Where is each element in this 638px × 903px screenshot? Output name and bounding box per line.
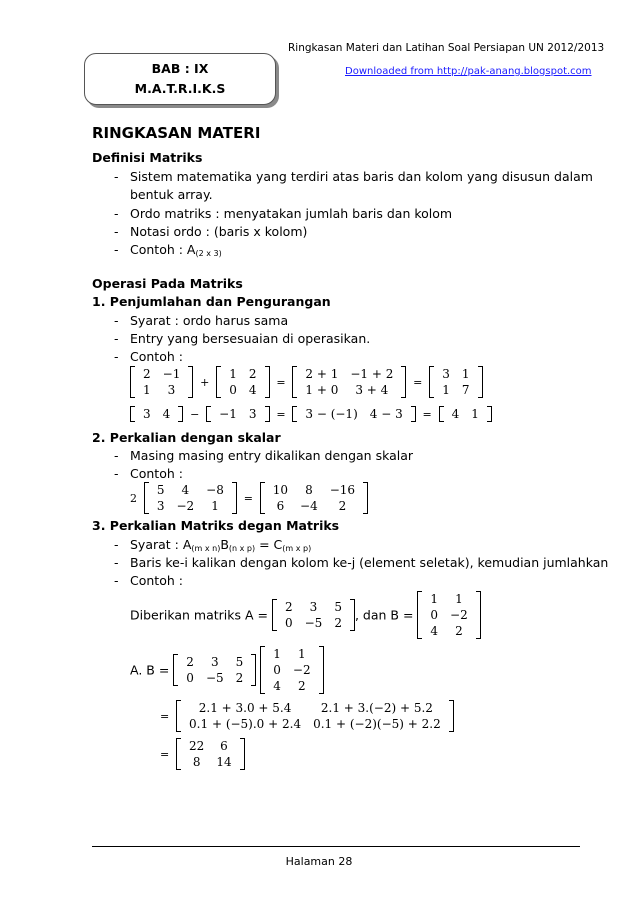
matrix-cell: 1 <box>471 407 479 421</box>
matrix <box>176 700 454 732</box>
definisi-heading: Definisi Matriks <box>92 150 203 165</box>
equals-sign: = <box>243 491 253 505</box>
matrix <box>292 406 415 422</box>
bullet-dash: - <box>114 224 119 239</box>
matrix-cell: 3 + 4 <box>355 383 389 397</box>
matrix-cell: −5 <box>304 616 323 630</box>
matrix-cell: 8 <box>305 483 313 497</box>
equals-sign: = <box>160 747 170 761</box>
list-item: Masing masing entry dikalikan dengan skalar <box>130 448 414 463</box>
matrix-cell: 5 <box>235 655 244 669</box>
product-setup <box>130 646 324 694</box>
section-1-heading: 1. Penjumlahan dan Pengurangan <box>92 294 331 309</box>
given-matrices <box>130 591 481 639</box>
footer-rule <box>92 846 580 847</box>
matrix-cell: −2 <box>292 663 311 677</box>
plus-sign: + <box>200 375 210 389</box>
matrix-cell: 1 + 0 <box>305 383 339 397</box>
matrix-cell: 2 <box>143 367 151 381</box>
matrix-cell: 0 <box>273 663 281 677</box>
matrix-cell: −4 <box>300 499 318 513</box>
matrix-cell: 4 <box>248 383 257 397</box>
bullet-dash: - <box>114 206 119 221</box>
matrix <box>417 591 480 639</box>
matrix <box>206 406 269 422</box>
matrix-cell: 4 <box>181 483 190 497</box>
matrix-cell: 3 <box>442 367 450 381</box>
matrix-cell: 6 <box>220 739 228 753</box>
matrix-cell: 7 <box>461 383 470 397</box>
chapter-number: BAB : IX <box>151 61 209 76</box>
matrix-cell: 2.1 + 3.0 + 5.4 <box>198 701 292 715</box>
matrix-cell: −2 <box>450 608 468 622</box>
list-item: Contoh : <box>130 349 183 364</box>
matrix <box>130 366 193 398</box>
matrix-cell: 2 <box>284 600 293 614</box>
matrix-cell: 2 <box>334 616 342 630</box>
scalar-value: 2 <box>130 491 137 505</box>
list-item: Contoh : <box>130 466 183 481</box>
matrix <box>439 406 492 422</box>
list-item: bentuk array. <box>130 187 213 202</box>
matrix-cell: 3 <box>210 655 219 669</box>
matrix-cell: 0.1 + (−2)(−5) + 2.2 <box>313 717 441 731</box>
bullet-dash: - <box>114 448 119 463</box>
matrix-cell: 4 <box>451 407 460 421</box>
matrix-cell: 2 <box>455 624 463 638</box>
matrix-cell: 3 <box>248 407 257 421</box>
product-expansion <box>160 700 454 732</box>
operasi-heading: Operasi Pada Matriks <box>92 276 243 291</box>
matrix-cell: 1 <box>211 499 219 513</box>
chapter-title: M.A.T.R.I.K.S <box>134 81 226 96</box>
matrix-cell: 2 <box>248 367 257 381</box>
matrix-cell: 3 <box>309 600 318 614</box>
matrix-cell: −2 <box>176 499 195 513</box>
matrix-cell: 2 <box>186 655 194 669</box>
matrix <box>144 482 237 514</box>
matrix <box>429 366 482 398</box>
matrix-cell: −1 <box>162 367 181 381</box>
matrix-cell: 0 <box>186 671 194 685</box>
list-item: Entry yang bersesuaian di operasikan. <box>130 331 371 346</box>
list-item: Sistem matematika yang terdiri atas baris dan kolom yang disusun dalam <box>130 169 593 184</box>
matrix-cell: 10 <box>272 483 289 497</box>
matrix-cell: −1 + 2 <box>350 367 394 381</box>
matrix-cell: 6 <box>276 499 285 513</box>
matrix-cell: −16 <box>329 483 356 497</box>
section-2-heading: 2. Perkalian dengan skalar <box>92 430 281 445</box>
matrix-cell: 1 <box>273 647 281 661</box>
list-item: Notasi ordo : (baris x kolom) <box>130 224 308 239</box>
list-item-syarat: Syarat : $A_{(m x n)}B_{(n x p)} = C_{(m x p)}$ <box>130 537 312 553</box>
matrix-cell: 3 <box>167 383 176 397</box>
matrix <box>173 654 256 686</box>
equals-sign: = <box>413 375 423 389</box>
product-result <box>160 738 245 770</box>
ab-label: A. B = <box>130 662 170 678</box>
matrix-cell: 1 <box>455 592 463 606</box>
matrix-cell: 2 <box>338 499 347 513</box>
scalar-example <box>130 482 368 514</box>
matrix <box>176 738 245 770</box>
matrix <box>260 646 323 694</box>
matrix-cell: 0 <box>430 608 439 622</box>
bullet-dash: - <box>114 242 119 257</box>
main-title: RINGKASAN MATERI <box>92 124 261 142</box>
given-label-b: , dan B = <box>354 607 414 623</box>
matrix-cell: 3 − (−1) <box>305 407 358 421</box>
matrix-cell: −8 <box>206 483 224 497</box>
blog-link[interactable]: Downloaded from http://pak-anang.blogspot.com <box>345 66 592 77</box>
matrix <box>272 599 355 631</box>
matrix-cell: −1 <box>219 407 237 421</box>
equals-sign: = <box>276 407 286 421</box>
list-item: Syarat : ordo harus sama <box>130 313 289 328</box>
given-label: Diberikan matriks A = <box>130 607 268 623</box>
equals-sign: = <box>276 375 286 389</box>
matrix-cell: 0.1 + (−5).0 + 2.4 <box>189 717 302 731</box>
matrix-cell: 1 <box>143 383 151 397</box>
matrix-cell: 1 <box>430 592 439 606</box>
matrix-cell: 3 <box>143 407 151 421</box>
bullet-dash: - <box>114 349 119 364</box>
minus-sign: − <box>190 407 200 421</box>
matrix <box>216 366 269 398</box>
addition-example <box>130 366 483 398</box>
matrix-cell: 3 <box>156 499 165 513</box>
list-item-contoh: Contoh : $A_{(2 x 3)}$ <box>130 242 222 258</box>
list-item: Baris ke-i kalikan dengan kolom ke-j (element seletak), kemudian jumlahkan <box>130 555 609 570</box>
bullet-dash: - <box>114 331 119 346</box>
matrix-cell: 2 <box>297 679 306 693</box>
section-3-heading: 3. Perkalian Matriks degan Matriks <box>92 518 340 533</box>
matrix-cell: 22 <box>189 739 205 753</box>
matrix-cell: −5 <box>205 671 224 685</box>
matrix <box>292 366 406 398</box>
equals-sign: = <box>422 407 432 421</box>
matrix-cell: 5 <box>334 600 342 614</box>
bullet-dash: - <box>114 555 119 570</box>
bullet-dash: - <box>114 573 119 588</box>
bullet-dash: - <box>114 537 119 552</box>
matrix-cell: 8 <box>192 755 201 769</box>
matrix-cell: 14 <box>216 755 232 769</box>
matrix-cell: 4 <box>162 407 171 421</box>
matrix-cell: 0 <box>229 383 237 397</box>
bullet-dash: - <box>114 466 119 481</box>
page-number: Halaman 28 <box>285 855 353 868</box>
matrix-cell: 1 <box>229 367 237 381</box>
matrix <box>260 482 368 514</box>
list-item: Ordo matriks : menyatakan jumlah baris dan kolom <box>130 206 453 221</box>
bullet-dash: - <box>114 313 119 328</box>
matrix-cell: 2 + 1 <box>305 367 339 381</box>
matrix-cell: 2.1 + 3.(−2) + 5.2 <box>320 701 433 715</box>
matrix-cell: 1 <box>461 367 470 381</box>
matrix-cell: 2 <box>235 671 244 685</box>
matrix-cell: 1 <box>442 383 450 397</box>
matrix-cell: 4 − 3 <box>369 407 403 421</box>
matrix <box>130 406 183 422</box>
matrix-cell: 4 <box>430 624 439 638</box>
chapter-box <box>84 53 276 105</box>
page-header-title: Ringkasan Materi dan Latihan Soal Persiapan UN 2012/2013 <box>288 42 605 54</box>
subtraction-example <box>130 406 492 422</box>
equals-sign: = <box>160 709 170 723</box>
matrix-cell: 4 <box>273 679 281 693</box>
list-item: Contoh : <box>130 573 183 588</box>
matrix-cell: 5 <box>156 483 165 497</box>
matrix-cell: 1 <box>297 647 306 661</box>
matrix-cell: 0 <box>284 616 293 630</box>
bullet-dash: - <box>114 169 119 184</box>
